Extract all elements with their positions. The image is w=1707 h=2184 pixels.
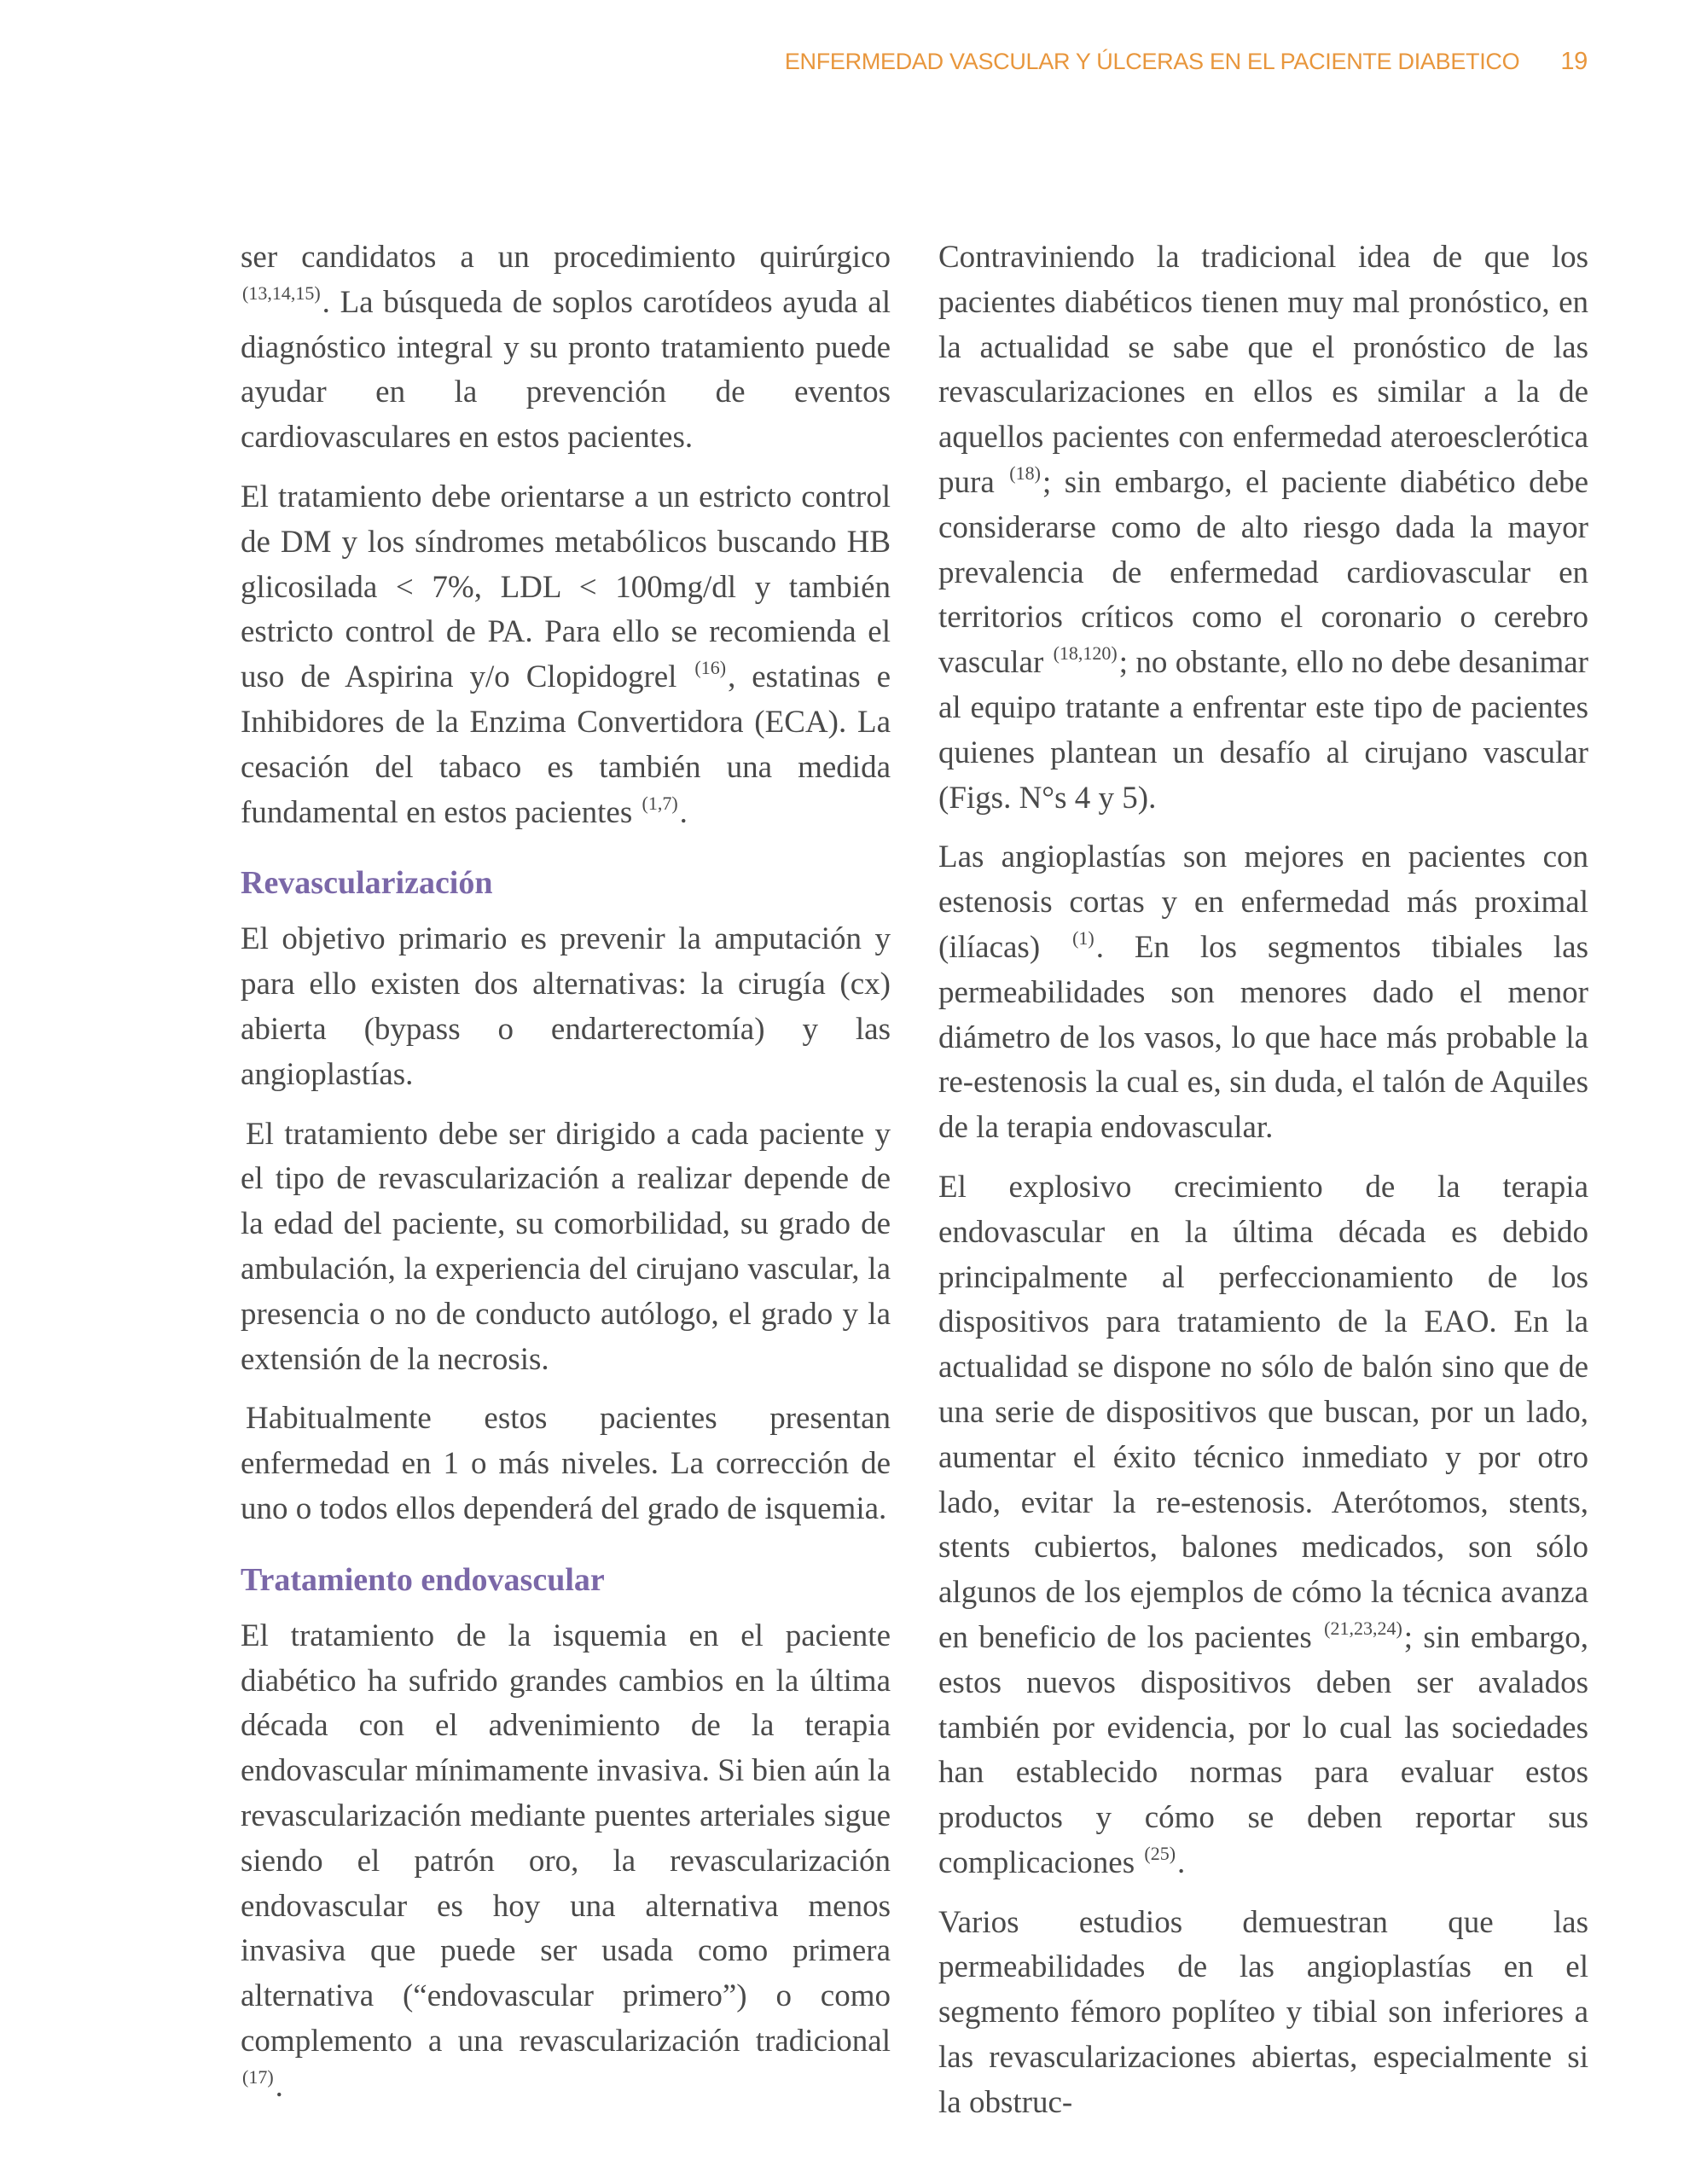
paragraph-multilevel-disease: Habitualmente estos pacientes presentan enfermedad en 1 o más niveles. La corrección de uno o todos ellos dependerá del grado de isquemia.	[241, 1401, 891, 1526]
paragraph-endovascular-intro	[241, 1614, 891, 2110]
text: ser candidatos a un procedimiento quirúrgico	[241, 240, 891, 275]
citation: (21,23,24)	[1324, 1617, 1402, 1639]
citation: (1)	[1072, 926, 1094, 949]
right-column	[938, 235, 1588, 2140]
paragraph-treatment-control	[241, 475, 891, 835]
paragraph-prognosis	[938, 235, 1588, 821]
text: Las angioplastías son mejores en pacientes con estenosis cortas y en enfermedad más proximal (ilíacas)	[938, 839, 1588, 965]
section-heading-revascularizacion: Revascularización	[241, 865, 493, 902]
paragraph-carotid	[241, 235, 891, 461]
text: El tratamiento debe orientarse a un estricto control de DM y los síndromes metabólicos buscando HB glicosilada < 7%, LDL < 100mg/dl y también estricto control de PA. Para ello se recomienda el uso de Aspirina y/o Clopidogrel	[241, 479, 891, 695]
text: ; sin embargo, estos nuevos dispositivos deben ser avalados también por evidencia, por lo cual las sociedades han establecido normas para evaluar estos productos y cómo se deben reportar sus complicaciones	[938, 1619, 1588, 1880]
running-title: ENFERMEDAD VASCULAR Y ÚLCERAS EN EL PACIENTE DIABETICO	[784, 49, 1520, 74]
citation: (16)	[694, 657, 727, 679]
citation: (13,14,15)	[242, 282, 321, 304]
citation: (17)	[242, 2065, 274, 2088]
text: . En los segmentos tibiales las permeabilidades son menores dado el menor diámetro de los vasos, lo que hace más probable la re-estenosis la cual es, sin duda, el talón de Aquiles de la terapia endovascular.	[938, 929, 1588, 1146]
text: , estatinas e Inhibidores de la Enzima Convertidora (ECA). La cesación del tabaco es también una medida fundamental en estos pacientes	[241, 659, 891, 830]
text: El explosivo crecimiento de la terapia endovascular en la última década es debido principalmente al perfeccionamiento de los dispositivos para tratamiento de la EAO. En la actualidad se dispone no sólo de balón sino que de una serie de dispositivos que buscan, por un lado, aumentar el éxito técnico inmediato y por otro lado, evitar la re-estenosis. Aterótomos, stents, stents cubiertos, balones medicados, son sólo algunos de los ejemplos de cómo la técnica avanza en beneficio de los pacientes	[938, 1169, 1588, 1655]
text: .	[679, 794, 688, 830]
section-heading-tratamiento-endovascular: Tratamiento endovascular	[241, 1561, 605, 1598]
text: . La búsqueda de soplos carotídeos ayuda al diagnóstico integral y su pronto tratamiento puede ayudar en la prevención de eventos cardiovasculares en estos pacientes.	[241, 284, 891, 456]
paragraph-devices	[938, 1165, 1588, 1886]
paragraph-objective: El objetivo primario es prevenir la amputación y para ello existen dos alternativas: la cirugía (cx) abierta (bypass o endarterectomía) y las angioplastías.	[241, 921, 891, 1092]
left-column	[241, 235, 891, 2123]
text: Contraviniendo la tradicional idea de que los pacientes diabéticos tienen muy mal pronóstico, en la actualidad se sabe que el pronóstico de las revascularizaciones en ellos es similar a la de aquellos pacientes con enfermedad ateroesclerótica pura	[938, 240, 1588, 500]
citation: (18)	[1009, 462, 1041, 484]
citation: (25)	[1144, 1842, 1176, 1864]
text: .	[1177, 1844, 1186, 1880]
paragraph-studies: Varios estudios demuestran que las permeabilidades de las angioplastías en el segmento fémoro poplíteo y tibial son inferiores a las revascularizaciones abiertas, especialmente si la obstruc-	[938, 1904, 1588, 2120]
paragraph-angioplasty	[938, 835, 1588, 1151]
text: ; no obstante, ello no debe desanimar al equipo tratante a enfrentar este tipo de pacientes quienes plantean un desafío al cirujano vascular (Figs. N°s 4 y 5).	[938, 645, 1588, 816]
citation: (18,120)	[1053, 642, 1118, 665]
paragraph-directed-treatment: El tratamiento debe ser dirigido a cada paciente y el tipo de revascularización a realizar depende de la edad del paciente, su comorbilidad, su grado de ambulación, la experiencia del cirujano vascular, la presencia o no de conducto autólogo, el grado y la extensión de la necrosis.	[241, 1116, 891, 1377]
running-header	[785, 48, 1588, 76]
citation: (1,7)	[642, 792, 678, 814]
text: ; sin embargo, el paciente diabético debe considerarse como de alto riesgo dada la mayor prevalencia de enfermedad cardiovascular en territorios críticos como el coronario o cerebro vascular	[938, 464, 1588, 681]
text: .	[275, 2068, 283, 2104]
page-number: 19	[1560, 48, 1588, 75]
text: El tratamiento de la isquemia en el paciente diabético ha sufrido grandes cambios en la última década con el advenimiento de la terapia endovascular mínimamente invasiva. Si bien aún la revascularización mediante puentes arteriales sigue siendo el patrón oro, la revascularización endovascular es hoy una alternativa menos invasiva que puede ser usada como primera alternativa (“endovascular primero”) o como complemento a una revascularización tradicional	[241, 1618, 891, 2059]
